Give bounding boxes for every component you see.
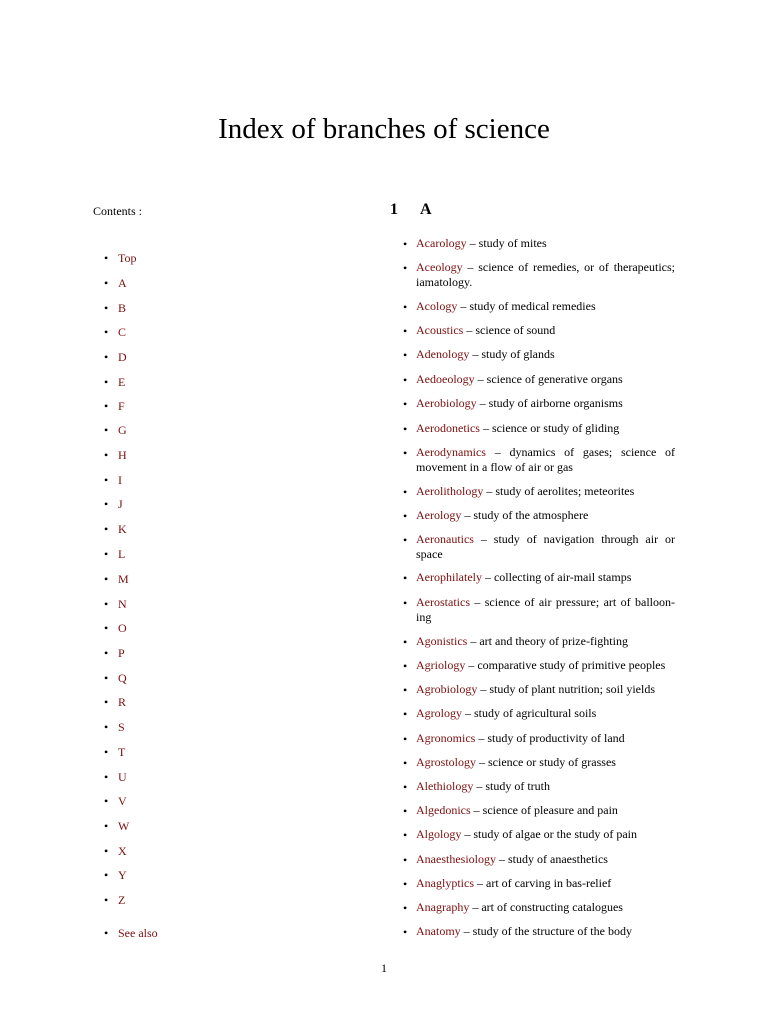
entry-definition: – study of the atmosphere (461, 508, 589, 522)
bullet-icon: • (104, 251, 109, 265)
entry-definition: – science of pleasure and pain (470, 803, 618, 817)
entry-definition: – science or study of gliding (479, 421, 620, 435)
entry-definition: – study of plant nutrition; soil yields (477, 682, 656, 696)
entry-definition: – science of sound (463, 323, 556, 337)
entry-text (416, 595, 675, 625)
bullet-icon: • (403, 780, 408, 794)
toc-link[interactable]: A (118, 276, 127, 290)
list-item (403, 347, 675, 362)
list-item (403, 532, 675, 562)
bullet-icon: • (403, 571, 408, 585)
entry-definition: – art of carving in bas-relief (474, 876, 612, 890)
page-title: Index of branches of science (218, 113, 550, 145)
entry-text (416, 396, 675, 411)
bullet-icon: • (403, 261, 408, 275)
entry-text (416, 634, 675, 649)
toc-link[interactable]: J (118, 497, 123, 511)
bullet-icon: • (104, 276, 109, 290)
entry-term-link[interactable]: Anatomy (416, 924, 461, 938)
entry-text (416, 236, 675, 251)
entry-term-link[interactable]: Aerology (416, 508, 462, 522)
bullet-icon: • (104, 794, 109, 808)
entry-text (416, 900, 675, 915)
toc-link[interactable]: B (118, 301, 127, 315)
bullet-icon: • (403, 446, 408, 460)
bullet-icon: • (104, 621, 109, 635)
page-number: 1 (381, 961, 387, 975)
bullet-icon: • (403, 683, 408, 697)
entry-term-link[interactable]: Agrology (416, 706, 462, 720)
toc-link[interactable]: F (118, 399, 125, 413)
bullet-icon: • (403, 324, 408, 338)
list-item (403, 852, 675, 867)
entry-text (416, 532, 675, 562)
bullet-icon: • (403, 756, 408, 770)
entry-text (416, 706, 675, 721)
toc-link[interactable]: M (118, 572, 129, 586)
bullet-icon: • (104, 893, 109, 907)
list-item (403, 260, 675, 290)
bullet-icon: • (104, 301, 109, 315)
entry-text (416, 421, 675, 436)
bullet-icon: • (403, 373, 408, 387)
entry-term-link[interactable]: Aerobiology (416, 396, 477, 410)
entry-definition: – comparative study of primitive peoples (465, 658, 666, 672)
entry-term-link[interactable]: Aerophilately (416, 570, 482, 584)
section-letter: A (420, 201, 432, 218)
list-item (403, 779, 675, 794)
entry-text (416, 372, 675, 387)
entry-text (416, 827, 675, 842)
entry-definition: – art and theory of prize-fighting (467, 634, 628, 648)
list-item (403, 508, 675, 523)
bullet-icon: • (104, 695, 109, 709)
entry-definition: – study of algae or the study of pain (461, 827, 637, 841)
entry-definition: – art of constructing catalogues (469, 900, 623, 914)
list-item (403, 445, 675, 475)
list-item (403, 900, 675, 915)
bullet-icon: • (403, 901, 408, 915)
entry-definition: – dynamics of gases; science of movement in a flow of air or gas (416, 445, 675, 474)
bullet-icon: • (403, 300, 408, 314)
entry-term-link[interactable]: Aerostatics (416, 595, 470, 609)
entry-term-link[interactable]: Agrostology (416, 755, 476, 769)
toc-link[interactable]: E (118, 375, 126, 389)
entry-term-link[interactable]: Adenology (416, 347, 470, 361)
list-item (403, 658, 675, 673)
entry-definition: – study of mites (466, 236, 547, 250)
entry-definition: – study of the structure of the body (460, 924, 632, 938)
entry-term-link[interactable]: Aceology (416, 260, 463, 274)
toc-link[interactable]: X (118, 844, 127, 858)
entry-text (416, 570, 675, 585)
contents-label: Contents : (93, 204, 143, 218)
entry-text (416, 755, 675, 770)
toc-link[interactable]: D (118, 350, 127, 364)
bullet-icon: • (104, 868, 109, 882)
entry-definition: – study of productivity of land (475, 731, 625, 745)
bullet-icon: • (403, 485, 408, 499)
bullet-icon: • (403, 828, 408, 842)
entry-definition: – study of airborne organisms (476, 396, 623, 410)
entry-definition: – science or study of grasses (476, 755, 616, 769)
toc-link[interactable]: H (118, 448, 127, 462)
toc-link[interactable]: K (118, 522, 127, 536)
toc-link[interactable]: P (118, 646, 125, 660)
bullet-icon: • (104, 473, 109, 487)
bullet-icon: • (403, 635, 408, 649)
entry-text (416, 731, 675, 746)
bullet-icon: • (403, 533, 408, 547)
list-item (403, 803, 675, 818)
bullet-icon: • (403, 659, 408, 673)
bullet-icon: • (104, 720, 109, 734)
bullet-icon: • (403, 596, 408, 610)
entry-text (416, 260, 675, 290)
bullet-icon: • (403, 853, 408, 867)
entry-term-link[interactable]: Aerolithology (416, 484, 484, 498)
entry-definition: – science of remedies, or of therapeutics; iamatology. (416, 260, 675, 289)
entry-text (416, 508, 675, 523)
entry-definition: – collecting of air-mail stamps (481, 570, 632, 584)
bullet-icon: • (104, 671, 109, 685)
list-item (403, 484, 675, 499)
entry-text (416, 658, 675, 673)
entry-term-link[interactable]: Anagraphy (416, 900, 470, 914)
entry-text (416, 347, 675, 362)
toc-link[interactable]: R (118, 695, 127, 709)
entry-text (416, 779, 675, 794)
bullet-icon: • (104, 646, 109, 660)
list-item (403, 634, 675, 649)
entry-text (416, 876, 675, 891)
entry-term-link[interactable]: Aeronautics (416, 532, 474, 546)
entry-term-link[interactable]: Aedoeology (416, 372, 475, 386)
bullet-icon: • (104, 522, 109, 536)
toc-link[interactable]: T (118, 745, 126, 759)
list-item (403, 731, 675, 746)
list-item (403, 595, 675, 625)
toc-link[interactable]: Z (118, 893, 126, 907)
bullet-icon: • (104, 399, 109, 413)
entry-text (416, 445, 675, 475)
bullet-icon: • (403, 348, 408, 362)
bullet-icon: • (104, 844, 109, 858)
list-item (403, 570, 675, 585)
entry-definition: – science of generative organs (474, 372, 623, 386)
bullet-icon: • (403, 509, 408, 523)
bullet-icon: • (104, 547, 109, 561)
bullet-icon: • (403, 877, 408, 891)
bullet-icon: • (104, 745, 109, 759)
toc-link[interactable]: O (118, 621, 127, 635)
bullet-icon: • (104, 926, 109, 940)
toc-link[interactable]: W (118, 819, 130, 833)
entry-term-link[interactable]: Anaglyptics (416, 876, 474, 890)
entry-text (416, 484, 675, 499)
list-item (403, 706, 675, 721)
toc-link[interactable]: G (118, 423, 127, 437)
bullet-icon: • (104, 819, 109, 833)
list-item (403, 372, 675, 387)
entry-term-link[interactable]: Agrobiology (416, 682, 478, 696)
toc-link[interactable]: L (118, 547, 126, 561)
bullet-icon: • (104, 423, 109, 437)
entry-term-link[interactable]: Agonistics (416, 634, 468, 648)
entry-text (416, 852, 675, 867)
toc-link[interactable]: S (118, 720, 125, 734)
entry-term-link[interactable]: Aerodonetics (416, 421, 480, 435)
bullet-icon: • (104, 572, 109, 586)
toc-link[interactable]: Top (118, 251, 137, 265)
bullet-icon: • (104, 375, 109, 389)
entry-term-link[interactable]: Algology (416, 827, 462, 841)
bullet-icon: • (403, 925, 408, 939)
entry-definition: – study of agricultural soils (462, 706, 597, 720)
entry-term-link[interactable]: Acology (416, 299, 458, 313)
bullet-icon: • (403, 707, 408, 721)
list-item (403, 755, 675, 770)
list-item (403, 682, 675, 697)
entry-term-link[interactable]: Acoustics (416, 323, 464, 337)
toc-link[interactable]: Y (118, 868, 127, 882)
bullet-icon: • (104, 448, 109, 462)
entry-term-link[interactable]: Acarology (416, 236, 467, 250)
bullet-icon: • (403, 397, 408, 411)
list-item (403, 323, 675, 338)
entry-term-link[interactable]: Algedonics (416, 803, 471, 817)
bullet-icon: • (403, 422, 408, 436)
entry-definition: – study of navigation through air or space (416, 532, 675, 561)
entry-term-link[interactable]: Agriology (416, 658, 466, 672)
entry-definition: – study of glands (469, 347, 555, 361)
list-item (403, 827, 675, 842)
entry-text (416, 299, 675, 314)
entry-term-link[interactable]: Agronomics (416, 731, 476, 745)
bullet-icon: • (403, 237, 408, 251)
list-item (403, 421, 675, 436)
entry-term-link[interactable]: Alethiology (416, 779, 474, 793)
entry-definition: – study of medical remedies (457, 299, 596, 313)
bullet-icon: • (104, 770, 109, 784)
bullet-icon: • (104, 325, 109, 339)
toc-link[interactable]: C (118, 325, 127, 339)
bullet-icon: • (104, 497, 109, 511)
list-item (403, 236, 675, 251)
entry-text (416, 924, 675, 939)
entry-definition: – study of truth (473, 779, 550, 793)
entry-term-link[interactable]: Aerodynamics (416, 445, 486, 459)
toc-link[interactable]: V (118, 794, 127, 808)
list-item (403, 396, 675, 411)
entry-text (416, 803, 675, 818)
entry-text (416, 682, 675, 697)
entry-term-link[interactable]: Anaesthesiology (416, 852, 496, 866)
bullet-icon: • (403, 804, 408, 818)
toc-link[interactable]: Q (118, 671, 127, 685)
section-heading (390, 200, 432, 220)
entry-definition: – study of aerolites; meteorites (483, 484, 635, 498)
toc-link[interactable]: U (118, 770, 127, 784)
bullet-icon: • (403, 732, 408, 746)
entry-text (416, 323, 675, 338)
toc-link[interactable]: I (118, 473, 122, 487)
section-number: 1 (390, 201, 398, 218)
toc-link[interactable]: N (118, 597, 127, 611)
toc-link[interactable]: See also (118, 926, 158, 940)
list-item (403, 299, 675, 314)
bullet-icon: • (104, 597, 109, 611)
list-item (403, 876, 675, 891)
entry-definition: – study of anaesthetics (496, 852, 608, 866)
entry-definition: – science of air pressure; art of balloon-ing (416, 595, 675, 624)
list-item (403, 924, 675, 939)
bullet-icon: • (104, 350, 109, 364)
